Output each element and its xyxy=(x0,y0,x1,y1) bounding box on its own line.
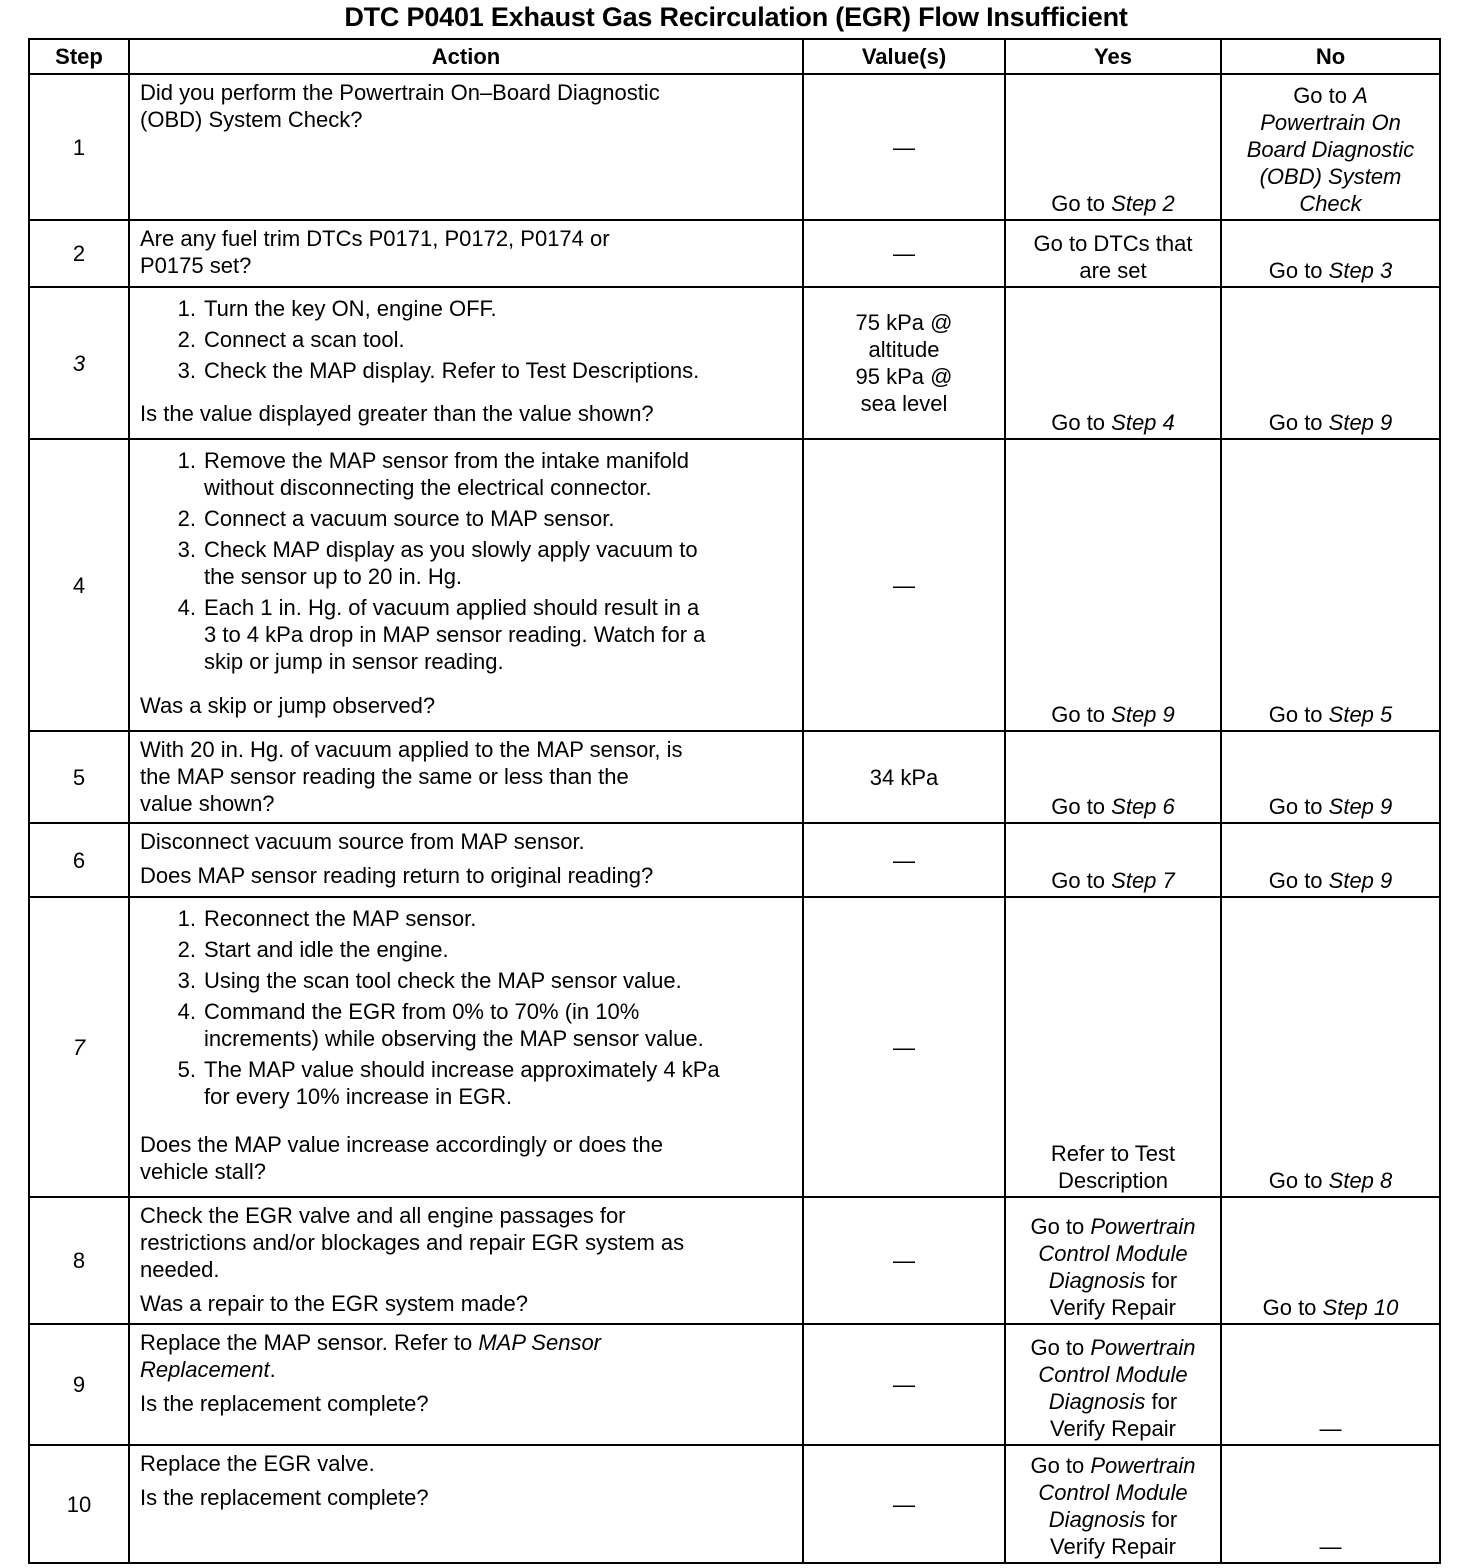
yes-cell xyxy=(1005,1324,1221,1445)
step-item-text xyxy=(204,1056,720,1110)
no-cell xyxy=(1221,1197,1440,1324)
action-content xyxy=(140,79,792,215)
action-cell xyxy=(129,1324,803,1445)
action-content xyxy=(140,1450,792,1558)
page-title: DTC P0401 Exhaust Gas Recirculation (EGR) Flow Insufficient xyxy=(344,2,1128,32)
step-cell xyxy=(29,1445,129,1563)
step-item-text xyxy=(204,998,704,1052)
text-segment: Go to xyxy=(1051,868,1112,893)
no-cell xyxy=(1221,823,1440,897)
text-segment: MAP Sensor Replacement xyxy=(140,1330,602,1382)
text-segment: Does the MAP value increase accordingly or does the vehicle stall? xyxy=(140,1132,663,1184)
value-cell: — xyxy=(803,220,1005,287)
text-segment: Step 9 xyxy=(1111,702,1175,727)
step-number: 7 xyxy=(72,1034,86,1060)
value-cell: — xyxy=(803,1324,1005,1445)
action-text xyxy=(140,736,792,817)
step-number: 10 xyxy=(66,1491,92,1517)
action-step xyxy=(140,357,792,384)
step-cell xyxy=(29,1197,129,1324)
action-content xyxy=(140,1202,792,1319)
table-row xyxy=(29,287,1440,439)
diagnostic-table xyxy=(28,38,1441,1564)
action-content xyxy=(140,444,792,726)
action-step xyxy=(140,594,792,675)
yes-cell xyxy=(1005,823,1221,897)
no-cell xyxy=(1221,1445,1440,1563)
action-cell xyxy=(129,1197,803,1324)
text-segment: for Verify Repair xyxy=(1050,1268,1178,1320)
action-items xyxy=(140,1450,792,1518)
step-number: 4 xyxy=(72,572,86,598)
text-segment: Step 6 xyxy=(1111,794,1175,819)
value-cell: — xyxy=(803,897,1005,1197)
text-segment: Go to xyxy=(1051,410,1112,435)
text-segment: Go to xyxy=(1262,1295,1323,1320)
action-content xyxy=(140,736,792,818)
step-item-text xyxy=(204,447,689,501)
text-segment: Step 8 xyxy=(1328,1168,1393,1193)
action-items xyxy=(140,1202,792,1290)
text-segment: The MAP value should increase approximately 4 kPa for every 10% increase in EGR. xyxy=(204,1057,720,1109)
text-segment: Powertrain Control Module Diagnosis xyxy=(1038,1214,1196,1293)
text-segment: Go to xyxy=(1030,1214,1091,1239)
no-cell xyxy=(1221,287,1440,439)
action-content xyxy=(140,292,792,434)
text-segment: Was a repair to the EGR system made? xyxy=(140,1291,528,1316)
text-segment: Go to DTCs that are set xyxy=(1033,231,1193,283)
step-item-number: 4. xyxy=(177,595,196,620)
action-text xyxy=(140,1202,792,1283)
text-segment: Step 7 xyxy=(1111,868,1175,893)
yes-cell xyxy=(1005,731,1221,823)
step-cell xyxy=(29,731,129,823)
step-item-number: 2. xyxy=(177,506,196,531)
value-cell: 75 kPa @ altitude 95 kPa @ sea level xyxy=(803,287,1005,439)
step-item-number: 4. xyxy=(177,999,196,1024)
header-step: Step xyxy=(29,39,129,74)
value-cell: — xyxy=(803,74,1005,220)
action-items xyxy=(140,79,792,140)
action-question xyxy=(140,862,792,896)
text-segment: Go to xyxy=(1268,794,1329,819)
action-cell xyxy=(129,1445,803,1563)
step-item-number: 5. xyxy=(177,1057,196,1082)
action-content xyxy=(140,828,792,892)
table-row xyxy=(29,1197,1440,1324)
action-text xyxy=(140,400,792,427)
step-item-number: 1. xyxy=(177,296,196,321)
text-segment: Go to xyxy=(1030,1453,1091,1478)
action-question xyxy=(140,1131,792,1192)
text-segment: Step 4 xyxy=(1111,410,1175,435)
header-action: Action xyxy=(129,39,803,74)
action-cell xyxy=(129,287,803,439)
yes-cell xyxy=(1005,220,1221,287)
step-item-number: 2. xyxy=(177,937,196,962)
yes-cell xyxy=(1005,287,1221,439)
text-segment: Replace the MAP sensor. Refer to xyxy=(140,1330,479,1355)
no-cell xyxy=(1221,439,1440,731)
text-segment: Go to xyxy=(1293,83,1354,108)
text-segment: Step 3 xyxy=(1328,258,1393,283)
value-cell: — xyxy=(803,1197,1005,1324)
action-step xyxy=(140,1056,792,1110)
text-segment: for Verify Repair xyxy=(1050,1507,1178,1559)
text-segment: Step 9 xyxy=(1328,410,1393,435)
text-segment: Check MAP display as you slowly apply vacuum to the sensor up to 20 in. Hg. xyxy=(204,537,698,589)
text-segment: Go to xyxy=(1051,191,1112,216)
action-text xyxy=(140,1450,792,1477)
action-cell xyxy=(129,823,803,897)
text-segment: — xyxy=(1319,1534,1342,1559)
step-item-text xyxy=(204,295,497,322)
action-items xyxy=(140,292,792,388)
action-cell xyxy=(129,731,803,823)
text-segment: Go to xyxy=(1268,702,1329,727)
action-step xyxy=(140,447,792,501)
action-step xyxy=(140,905,792,932)
header-no: No xyxy=(1221,39,1440,74)
yes-cell xyxy=(1005,1445,1221,1563)
text-segment: Did you perform the Powertrain On–Board Diagnostic (OBD) System Check? xyxy=(140,80,660,132)
step-number: 1 xyxy=(72,134,86,160)
text-segment: Is the value displayed greater than the value shown? xyxy=(140,401,654,426)
step-item-number: 1. xyxy=(177,448,196,473)
yes-cell xyxy=(1005,74,1221,220)
no-cell xyxy=(1221,1324,1440,1445)
text-segment: Step 2 xyxy=(1111,191,1175,216)
text-segment: — xyxy=(1319,1416,1342,1441)
step-item-number: 1. xyxy=(177,906,196,931)
step-item-text xyxy=(204,594,705,675)
action-items xyxy=(140,736,792,824)
step-number: 8 xyxy=(72,1248,86,1273)
yes-cell xyxy=(1005,897,1221,1197)
text-segment: Are any fuel trim DTCs P0171, P0172, P0174 or P0175 set? xyxy=(140,226,610,278)
table-row xyxy=(29,74,1440,220)
text-segment: Each 1 in. Hg. of vacuum applied should result in a 3 to 4 kPa drop in MAP sensor reading. Watch for a skip or jump in sensor reading. xyxy=(204,595,706,674)
table-row xyxy=(29,823,1440,897)
text-segment: Powertrain Control Module Diagnosis xyxy=(1038,1335,1196,1414)
step-cell xyxy=(29,287,129,439)
text-segment: Step 9 xyxy=(1328,794,1393,819)
header-yes: Yes xyxy=(1005,39,1221,74)
step-number: 5 xyxy=(72,764,86,790)
step-item-number: 3. xyxy=(177,537,196,562)
action-items xyxy=(140,902,792,1114)
text-segment: Connect a scan tool. xyxy=(204,327,405,352)
text-segment: Go to xyxy=(1030,1335,1091,1360)
header-row xyxy=(29,39,1440,74)
yes-cell xyxy=(1005,1197,1221,1324)
text-segment: Is the replacement complete? xyxy=(140,1391,429,1416)
text-segment: Check the MAP display. Refer to Test Descriptions. xyxy=(204,358,700,383)
text-segment: Refer to Test Description xyxy=(1050,1141,1176,1193)
action-step xyxy=(140,536,792,590)
text-segment: Does MAP sensor reading return to original reading? xyxy=(140,863,654,888)
text-segment: Reconnect the MAP sensor. xyxy=(204,906,477,931)
step-item-number: 3. xyxy=(177,968,196,993)
action-text xyxy=(140,828,792,855)
no-cell xyxy=(1221,220,1440,287)
action-step xyxy=(140,326,792,353)
step-item-text xyxy=(204,505,614,532)
text-segment: Connect a vacuum source to MAP sensor. xyxy=(204,506,615,531)
text-segment: Go to xyxy=(1268,1168,1329,1193)
step-item-text xyxy=(204,536,698,590)
step-number: 3 xyxy=(72,350,86,376)
action-cell xyxy=(129,897,803,1197)
table-row xyxy=(29,1324,1440,1445)
action-items xyxy=(140,444,792,679)
step-cell xyxy=(29,823,129,897)
text-segment: Go to xyxy=(1268,258,1329,283)
text-segment: Go to xyxy=(1268,868,1329,893)
step-item-text xyxy=(204,967,682,994)
text-segment: With 20 in. Hg. of vacuum applied to the MAP sensor, is the MAP sensor reading the same or less than the value shown? xyxy=(140,737,683,816)
table-row xyxy=(29,897,1440,1197)
step-item-text xyxy=(204,326,405,353)
action-text xyxy=(140,1484,792,1511)
no-cell xyxy=(1221,731,1440,823)
step-item-text xyxy=(204,357,699,384)
text-segment: A Powertrain On Board Diagnostic (OBD) System Check xyxy=(1246,83,1415,216)
text-segment: Powertrain Control Module Diagnosis xyxy=(1038,1453,1196,1532)
text-segment: Turn the key ON, engine OFF. xyxy=(204,296,497,321)
action-question xyxy=(140,1290,792,1324)
step-item-number: 2. xyxy=(177,327,196,352)
text-segment: Disconnect vacuum source from MAP sensor. xyxy=(140,829,585,854)
action-cell xyxy=(129,74,803,220)
action-text xyxy=(140,692,792,719)
step-cell xyxy=(29,897,129,1197)
header-values: Value(s) xyxy=(803,39,1005,74)
no-cell xyxy=(1221,74,1440,220)
step-number: 9 xyxy=(72,1372,86,1397)
value-cell: — xyxy=(803,823,1005,897)
action-step xyxy=(140,295,792,322)
action-step xyxy=(140,967,792,994)
action-content xyxy=(140,1329,792,1440)
action-text xyxy=(140,1390,792,1417)
text-segment: Is the replacement complete? xyxy=(140,1485,429,1510)
table-row xyxy=(29,220,1440,287)
action-text xyxy=(140,79,792,133)
action-text xyxy=(140,862,792,889)
action-cell xyxy=(129,439,803,731)
text-segment: Go to xyxy=(1051,702,1112,727)
step-item-text xyxy=(204,905,476,932)
action-question xyxy=(140,400,792,434)
action-step xyxy=(140,505,792,532)
text-segment: Step 5 xyxy=(1328,702,1393,727)
text-segment: Step 9 xyxy=(1328,868,1393,893)
action-text xyxy=(140,1290,792,1317)
action-text xyxy=(140,225,792,279)
text-segment: Replace the EGR valve. xyxy=(140,1451,375,1476)
text-segment: Check the EGR valve and all engine passages for restrictions and/or blockages and repair EGR system as needed. xyxy=(140,1203,685,1282)
step-item-text xyxy=(204,936,449,963)
step-number: 2 xyxy=(72,241,86,266)
step-item-number: 3. xyxy=(177,358,196,383)
action-question xyxy=(140,692,792,726)
no-cell xyxy=(1221,897,1440,1197)
table-row xyxy=(29,731,1440,823)
text-segment: Remove the MAP sensor from the intake manifold without disconnecting the electrical connector. xyxy=(204,448,690,500)
text-segment: Start and idle the engine. xyxy=(204,937,449,962)
action-items xyxy=(140,1329,792,1424)
action-step xyxy=(140,998,792,1052)
table-row xyxy=(29,439,1440,731)
text-segment: for Verify Repair xyxy=(1050,1389,1178,1441)
step-cell xyxy=(29,1324,129,1445)
text-segment: Using the scan tool check the MAP sensor value. xyxy=(204,968,682,993)
value-cell: — xyxy=(803,1445,1005,1563)
action-cell xyxy=(129,220,803,287)
value-cell: — xyxy=(803,439,1005,731)
action-text xyxy=(140,1329,792,1383)
step-cell xyxy=(29,220,129,287)
action-text xyxy=(140,1131,792,1185)
text-segment: Step 10 xyxy=(1322,1295,1399,1320)
text-segment: Was a skip or jump observed? xyxy=(140,693,436,718)
action-items xyxy=(140,225,792,286)
step-cell xyxy=(29,74,129,220)
action-content xyxy=(140,225,792,282)
yes-cell xyxy=(1005,439,1221,731)
text-segment: Go to xyxy=(1268,410,1329,435)
step-cell xyxy=(29,439,129,731)
text-segment: Command the EGR from 0% to 70% (in 10% increments) while observing the MAP sensor value. xyxy=(204,999,704,1051)
value-cell: 34 kPa xyxy=(803,731,1005,823)
action-items xyxy=(140,828,792,862)
text-segment: . xyxy=(269,1357,276,1382)
text-segment: Go to xyxy=(1051,794,1112,819)
step-number: 6 xyxy=(72,847,86,873)
action-content xyxy=(140,902,792,1192)
table-row xyxy=(29,1445,1440,1563)
action-step xyxy=(140,936,792,963)
